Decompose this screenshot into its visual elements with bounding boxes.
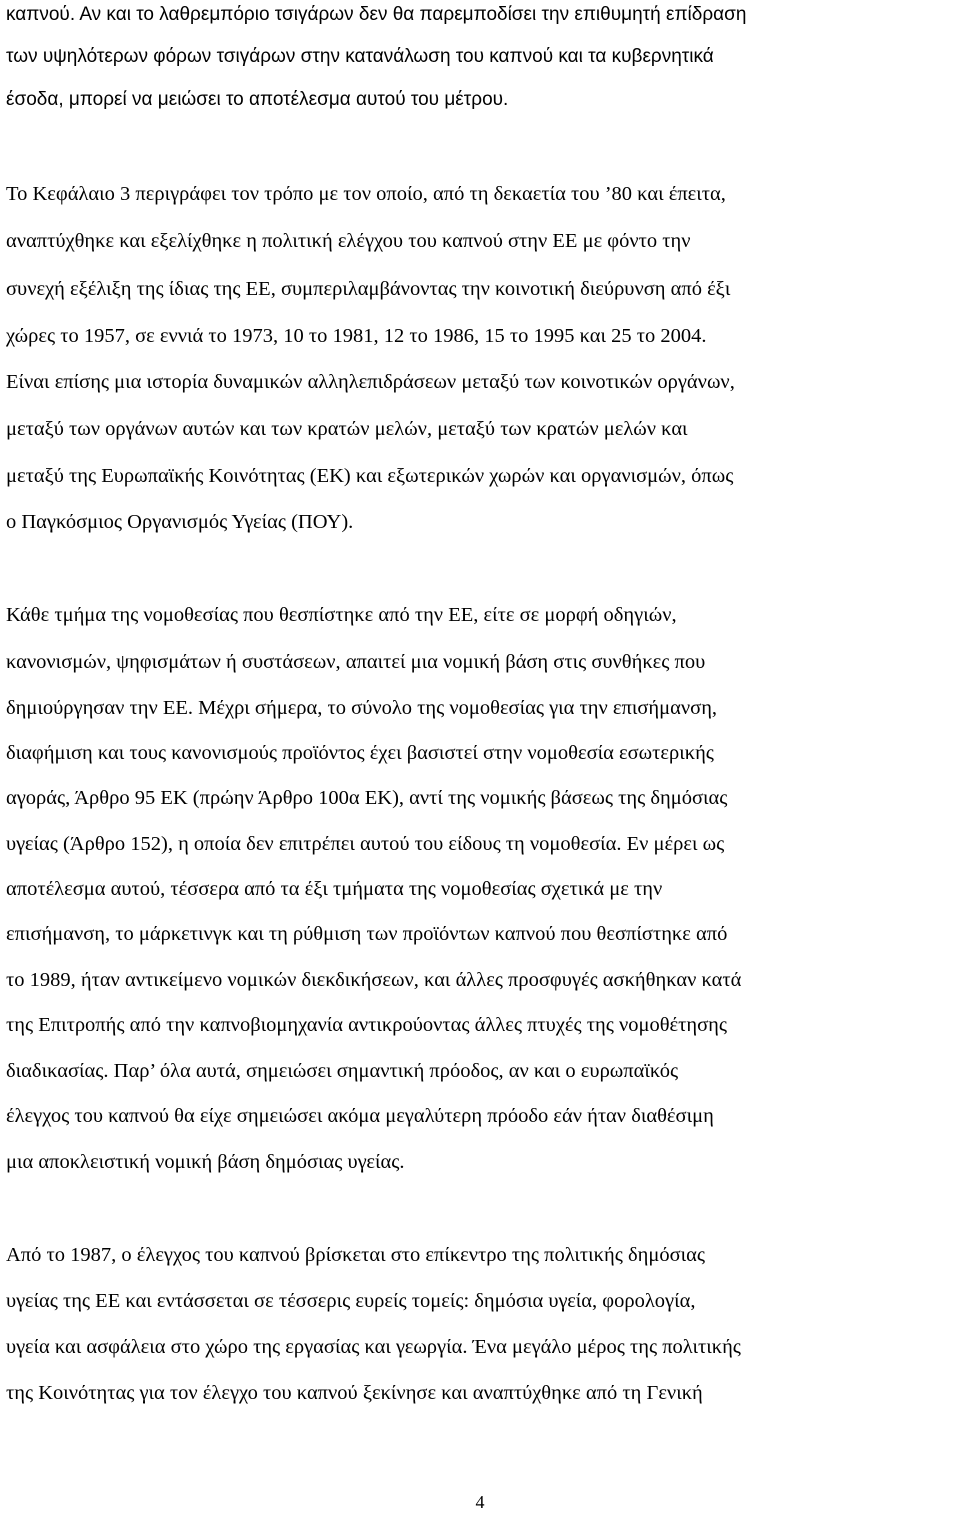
text-line: αναπτύχθηκε και εξελίχθηκε η πολιτική ελέγχου του καπνού στην ΕΕ με φόντο την [6, 230, 691, 252]
text-line: έλεγχος του καπνού θα είχε σημειώσει ακόμα μεγαλύτερη πρόοδο εάν ήταν διαθέσιμη [6, 1105, 714, 1127]
text-line: επισήμανση, το μάρκετινγκ και τη ρύθμιση των προϊόντων καπνού που θεσπίστηκε από [6, 923, 728, 945]
page-number: 4 [475, 1492, 485, 1512]
text-line: χώρες το 1957, σε εννιά το 1973, 10 το 1981, 12 το 1986, 15 το 1995 και 25 το 2004. [6, 325, 707, 347]
text-line: Το Κεφάλαιο 3 περιγράφει τον τρόπο με τον οποίο, από τη δεκαετία του ’80 και έπειτα, [6, 183, 726, 205]
text-line: υγεία και ασφάλεια στο χώρο της εργασίας και γεωργία. Ένα μεγάλο μέρος της πολιτικής [6, 1336, 741, 1358]
text-line: αποτέλεσμα αυτού, τέσσερα από τα έξι τμήματα της νομοθεσίας σχετικά με την [6, 878, 663, 900]
text-line: το 1989, ήταν αντικείμενο νομικών διεκδικήσεων, και άλλες προσφυγές ασκήθηκαν κατά [6, 969, 742, 991]
text-line: μεταξύ των οργάνων αυτών και των κρατών μελών, μεταξύ των κρατών μελών και [6, 418, 688, 440]
document-page [6, 0, 960, 1512]
text-line: της Επιτροπής από την καπνοβιομηχανία αντικρούοντας άλλες πτυχές της νομοθέτησης [6, 1014, 728, 1036]
text-line: υγείας της ΕΕ και εντάσσεται σε τέσσερις ευρείς τομείς: δημόσια υγεία, φορολογία, [6, 1290, 696, 1312]
text-line: έσοδα, μπορεί να μειώσει το αποτέλεσμα αυτού του μέτρου. [6, 89, 509, 110]
text-line: αγοράς, Άρθρο 95 ΕΚ (πρώην Άρθρο 100α ΕΚ), αντί της νομικής βάσεως της δημόσιας [6, 787, 728, 809]
text-line: συνεχή εξέλιξη της ίδιας της ΕΕ, συμπεριλαμβάνοντας την κοινοτική διεύρυνση από έξι [6, 278, 731, 300]
text-line: κανονισμών, ψηφισμάτων ή συστάσεων, απαιτεί μια νομική βάση στις συνθήκες που [6, 651, 706, 673]
text-line: Κάθε τμήμα της νομοθεσίας που θεσπίστηκε από την ΕΕ, είτε σε μορφή οδηγιών, [6, 604, 677, 626]
text-line: Είναι επίσης μια ιστορία δυναμικών αλληλεπιδράσεων μεταξύ των κοινοτικών οργάνων, [6, 371, 735, 393]
text-line: της Κοινότητας για τον έλεγχο του καπνού ξεκίνησε και αναπτύχθηκε από τη Γενική [6, 1382, 703, 1404]
text-line: διαφήμιση και τους κανονισμούς προϊόντος έχει βασιστεί στην νομοθεσία εσωτερικής [6, 742, 714, 764]
text-line: καπνού. Αν και το λαθρεμπόριο τσιγάρων δεν θα παρεμποδίσει την επιθυμητή επίδραση [6, 4, 747, 25]
text-line: των υψηλότερων φόρων τσιγάρων στην κατανάλωση του καπνού και τα κυβερνητικά [6, 46, 714, 67]
text-line: δημιούργησαν την ΕΕ. Μέχρι σήμερα, το σύνολο της νομοθεσίας για την επισήμανση, [6, 697, 718, 719]
text-line: υγείας (Άρθρο 152), η οποία δεν επιτρέπει αυτού του είδους τη νομοθεσία. Εν μέρει ως [6, 833, 725, 855]
text-line: μεταξύ της Ευρωπαϊκής Κοινότητας (ΕΚ) και εξωτερικών χωρών και οργανισμών, όπως [6, 465, 734, 487]
text-line: ο Παγκόσμιος Οργανισμός Υγείας (ΠΟΥ). [6, 511, 354, 533]
text-line: μια αποκλειστική νομική βάση δημόσιας υγείας. [6, 1151, 405, 1173]
text-line: διαδικασίας. Παρ’ όλα αυτά, σημειώσει σημαντική πρόοδος, αν και ο ευρωπαϊκός [6, 1060, 679, 1082]
text-line: Από το 1987, ο έλεγχος του καπνού βρίσκεται στο επίκεντρο της πολιτικής δημόσιας [6, 1244, 705, 1266]
